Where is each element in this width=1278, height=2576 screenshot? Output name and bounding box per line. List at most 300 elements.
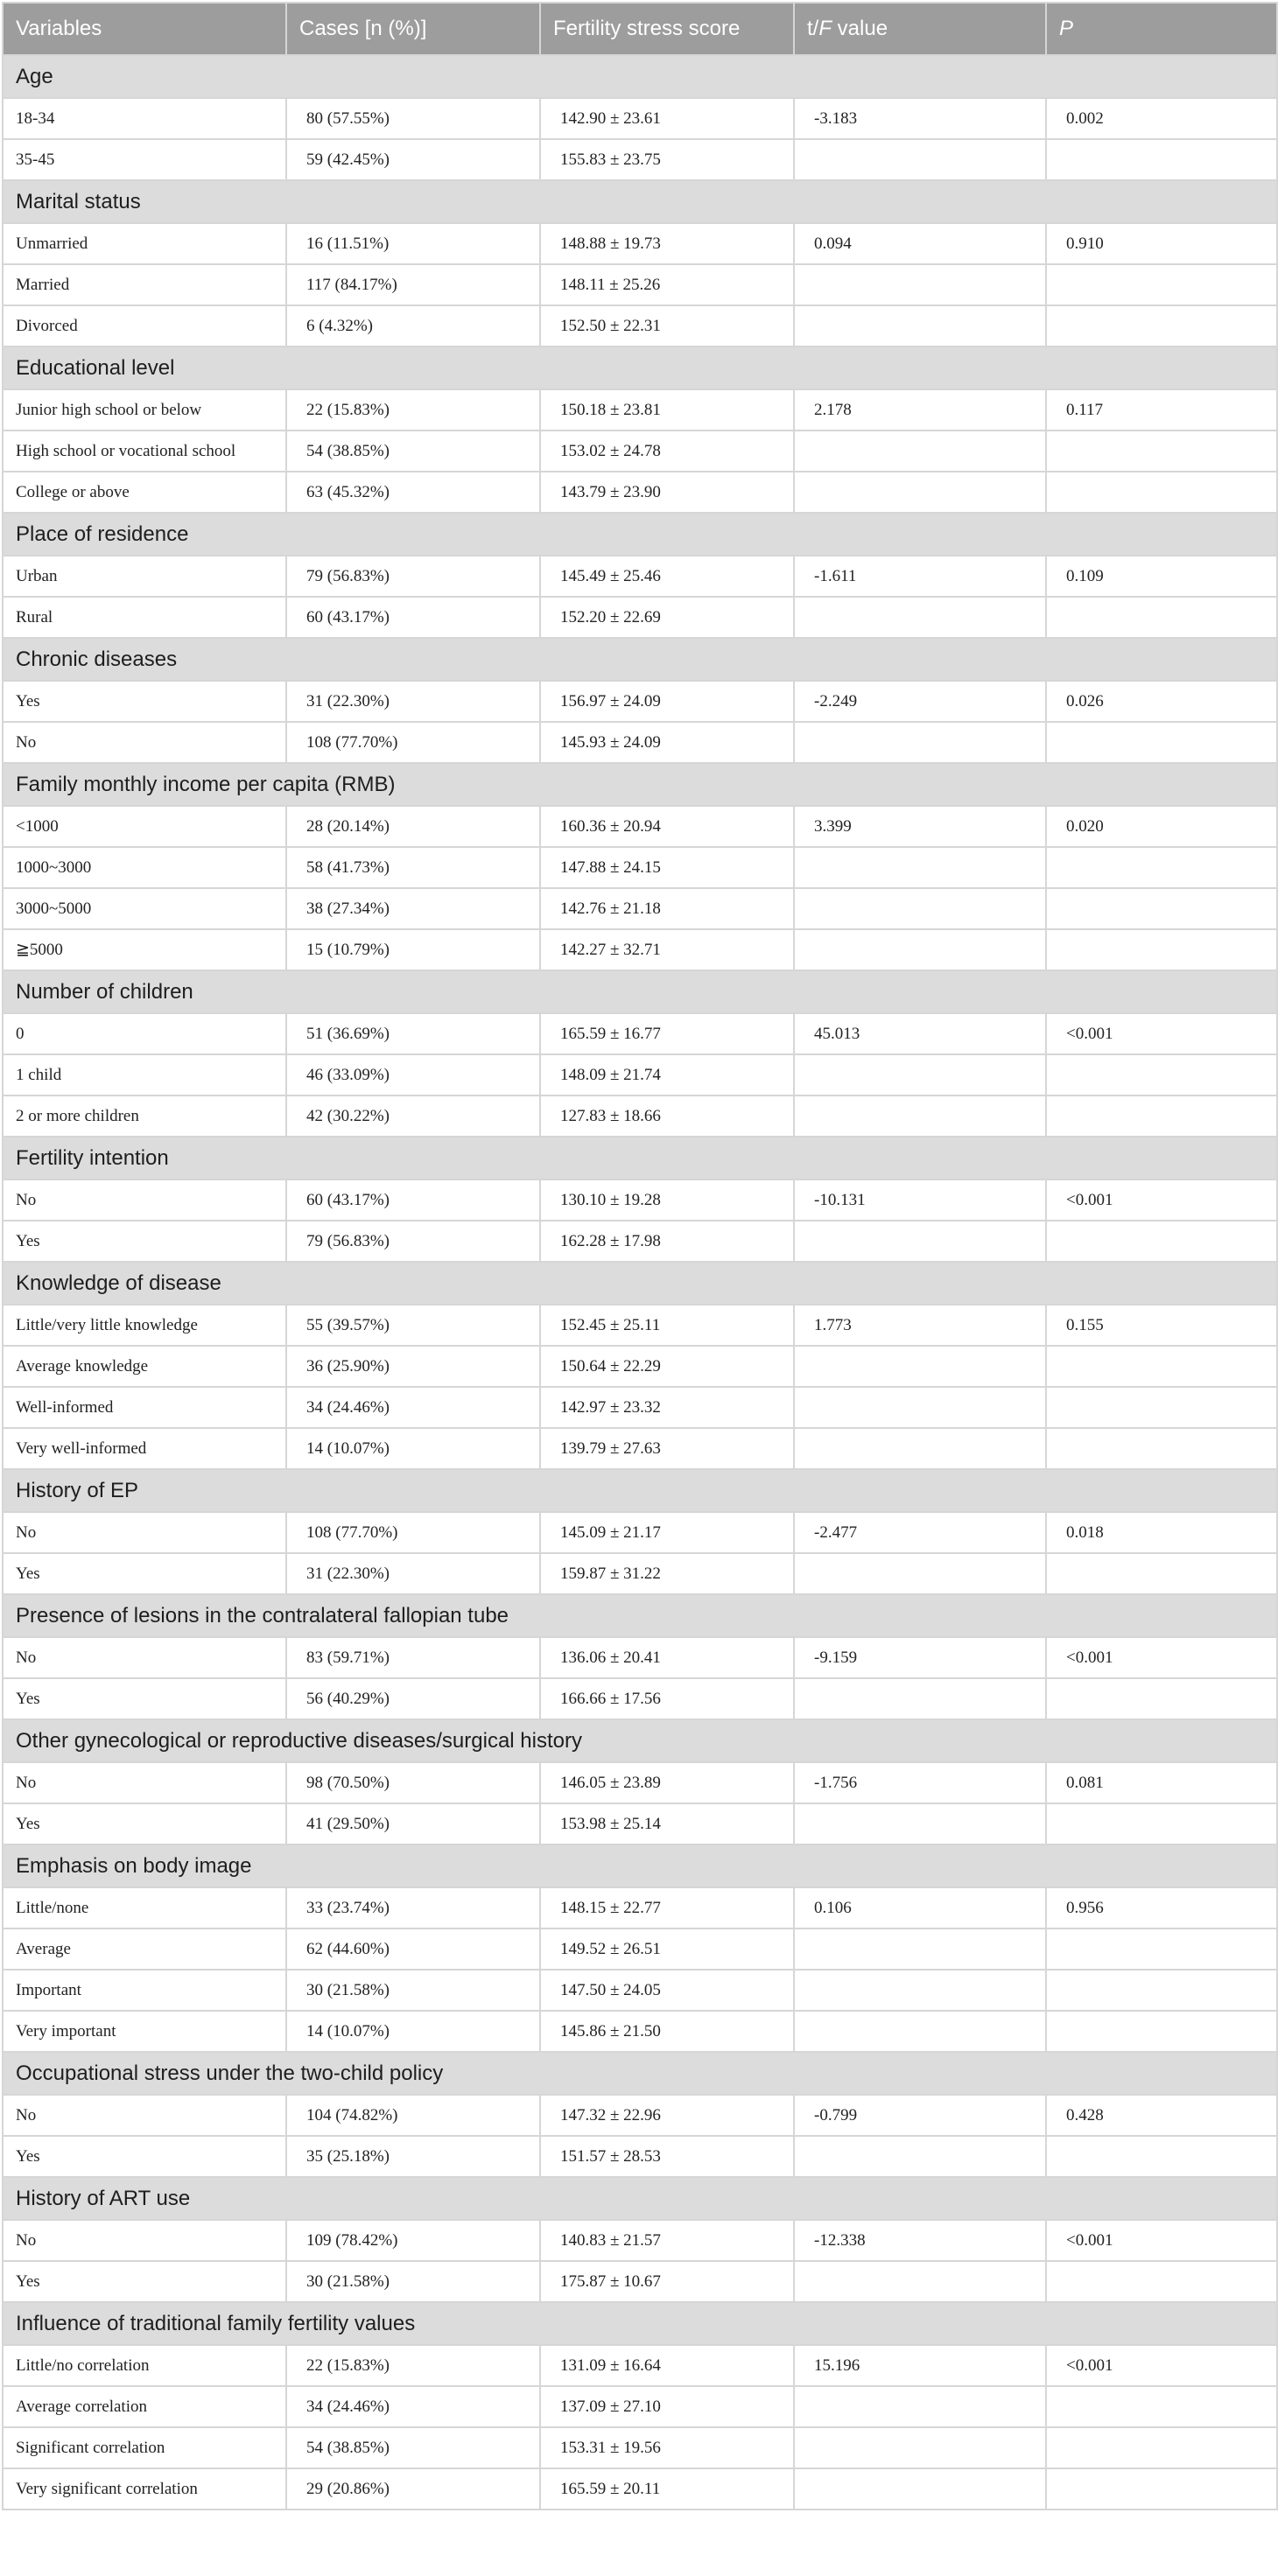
cell-variable: No	[3, 1762, 286, 1803]
cell-variable: No	[3, 1637, 286, 1678]
cell-test-value	[794, 1054, 1046, 1096]
cell-p: <0.001	[1046, 2220, 1277, 2261]
cell-score: 148.15 ± 22.77	[540, 1887, 794, 1928]
table-row	[3, 305, 1277, 346]
cell-test-value: -0.799	[794, 2095, 1046, 2136]
section-title: Influence of traditional family fertility values	[3, 2302, 1277, 2345]
cell-variable: College or above	[3, 472, 286, 513]
section-title: Age	[3, 55, 1277, 98]
cell-cases: 60 (43.17%)	[286, 1180, 540, 1221]
cell-cases: 6 (4.32%)	[286, 305, 540, 346]
cell-score: 152.20 ± 22.69	[540, 597, 794, 638]
cell-score: 166.66 ± 17.56	[540, 1678, 794, 1719]
cell-test-value: -2.477	[794, 1512, 1046, 1553]
cell-p: <0.001	[1046, 2345, 1277, 2386]
cell-variable: Yes	[3, 1221, 286, 1262]
cell-cases: 41 (29.50%)	[286, 1803, 540, 1844]
cell-test-value	[794, 2261, 1046, 2302]
cell-score: 145.93 ± 24.09	[540, 722, 794, 763]
section-title: Other gynecological or reproductive diseases/surgical history	[3, 1719, 1277, 1762]
table-row	[3, 806, 1277, 847]
cell-test-value	[794, 1928, 1046, 1970]
cell-variable: High school or vocational school	[3, 430, 286, 472]
section-title: Occupational stress under the two-child policy	[3, 2052, 1277, 2095]
table-row	[3, 1387, 1277, 1428]
table-row	[3, 1637, 1277, 1678]
cell-variable: Yes	[3, 1803, 286, 1844]
section-title: Number of children	[3, 970, 1277, 1013]
cell-test-value: -1.611	[794, 556, 1046, 597]
table-row	[3, 1428, 1277, 1469]
cell-cases: 31 (22.30%)	[286, 1553, 540, 1594]
cell-p: <0.001	[1046, 1180, 1277, 1221]
cell-cases: 80 (57.55%)	[286, 98, 540, 139]
cell-p: 0.910	[1046, 223, 1277, 264]
cell-cases: 108 (77.70%)	[286, 1512, 540, 1553]
header-test-value	[794, 3, 1046, 55]
cell-score: 160.36 ± 20.94	[540, 806, 794, 847]
cell-cases: 35 (25.18%)	[286, 2136, 540, 2177]
cell-variable: 18-34	[3, 98, 286, 139]
cell-score: 148.11 ± 25.26	[540, 264, 794, 305]
table-body	[3, 55, 1277, 2510]
table-row	[3, 1928, 1277, 1970]
cell-score: 137.09 ± 27.10	[540, 2386, 794, 2427]
cell-test-value: -9.159	[794, 1637, 1046, 1678]
section-header-row	[3, 2302, 1277, 2345]
cell-p	[1046, 1928, 1277, 1970]
cell-p	[1046, 597, 1277, 638]
cell-variable: 1 child	[3, 1054, 286, 1096]
cell-score: 142.76 ± 21.18	[540, 888, 794, 929]
table-row	[3, 681, 1277, 722]
cell-test-value	[794, 139, 1046, 180]
cell-variable: Well-informed	[3, 1387, 286, 1428]
cell-variable: Average correlation	[3, 2386, 286, 2427]
cell-cases: 79 (56.83%)	[286, 1221, 540, 1262]
cell-variable: Yes	[3, 681, 286, 722]
cell-p: 0.020	[1046, 806, 1277, 847]
cell-cases: 28 (20.14%)	[286, 806, 540, 847]
cell-score: 151.57 ± 28.53	[540, 2136, 794, 2177]
cell-score: 131.09 ± 16.64	[540, 2345, 794, 2386]
cell-test-value	[794, 847, 1046, 888]
cell-p	[1046, 2386, 1277, 2427]
cell-score: 147.88 ± 24.15	[540, 847, 794, 888]
section-header-row	[3, 1137, 1277, 1180]
header-row	[3, 3, 1277, 55]
cell-p	[1046, 430, 1277, 472]
table-row	[3, 430, 1277, 472]
cell-score: 145.09 ± 21.17	[540, 1512, 794, 1553]
section-header-row	[3, 1844, 1277, 1887]
cell-variable: 35-45	[3, 139, 286, 180]
table-row	[3, 2136, 1277, 2177]
table-row	[3, 888, 1277, 929]
cell-variable: Average	[3, 1928, 286, 1970]
cell-variable: Significant correlation	[3, 2427, 286, 2468]
cell-p	[1046, 1553, 1277, 1594]
cell-test-value	[794, 472, 1046, 513]
cell-variable: No	[3, 1512, 286, 1553]
table-row	[3, 2345, 1277, 2386]
cell-p: <0.001	[1046, 1013, 1277, 1054]
cell-test-value	[794, 722, 1046, 763]
table-row	[3, 1346, 1277, 1387]
header-test-value-suffix: value	[832, 17, 888, 40]
cell-p	[1046, 1387, 1277, 1428]
table-row	[3, 2011, 1277, 2052]
cell-score: 127.83 ± 18.66	[540, 1096, 794, 1137]
cell-p	[1046, 1346, 1277, 1387]
cell-cases: 98 (70.50%)	[286, 1762, 540, 1803]
cell-cases: 55 (39.57%)	[286, 1305, 540, 1346]
cell-cases: 54 (38.85%)	[286, 430, 540, 472]
table-row	[3, 929, 1277, 970]
cell-test-value: -2.249	[794, 681, 1046, 722]
cell-score: 155.83 ± 23.75	[540, 139, 794, 180]
cell-test-value	[794, 2011, 1046, 2052]
header-variables: Variables	[3, 3, 286, 55]
cell-variable: Yes	[3, 1678, 286, 1719]
cell-p	[1046, 1803, 1277, 1844]
cell-variable: 0	[3, 1013, 286, 1054]
cell-cases: 34 (24.46%)	[286, 2386, 540, 2427]
cell-score: 142.97 ± 23.32	[540, 1387, 794, 1428]
section-header-row	[3, 2177, 1277, 2220]
cell-test-value: 0.106	[794, 1887, 1046, 1928]
table-row	[3, 139, 1277, 180]
cell-p	[1046, 1221, 1277, 1262]
table-row	[3, 223, 1277, 264]
cell-test-value	[794, 1803, 1046, 1844]
section-header-row	[3, 970, 1277, 1013]
cell-variable: Little/very little knowledge	[3, 1305, 286, 1346]
table-row	[3, 2427, 1277, 2468]
cell-p: 0.026	[1046, 681, 1277, 722]
section-title: History of EP	[3, 1469, 1277, 1512]
cell-test-value: 1.773	[794, 1305, 1046, 1346]
cell-test-value: -12.338	[794, 2220, 1046, 2261]
cell-p: 0.117	[1046, 389, 1277, 430]
cell-variable: Yes	[3, 2136, 286, 2177]
cell-variable: <1000	[3, 806, 286, 847]
table-row	[3, 1096, 1277, 1137]
cell-score: 147.32 ± 22.96	[540, 2095, 794, 2136]
cell-p	[1046, 264, 1277, 305]
section-header-row	[3, 180, 1277, 223]
cell-score: 153.02 ± 24.78	[540, 430, 794, 472]
cell-test-value: 2.178	[794, 389, 1046, 430]
cell-test-value: 0.094	[794, 223, 1046, 264]
cell-p	[1046, 305, 1277, 346]
cell-cases: 30 (21.58%)	[286, 2261, 540, 2302]
cell-score: 152.45 ± 25.11	[540, 1305, 794, 1346]
table-row	[3, 2386, 1277, 2427]
cell-p: 0.155	[1046, 1305, 1277, 1346]
table-row	[3, 389, 1277, 430]
cell-cases: 29 (20.86%)	[286, 2468, 540, 2510]
cell-variable: No	[3, 2220, 286, 2261]
cell-variable: Little/none	[3, 1887, 286, 1928]
table-row	[3, 1054, 1277, 1096]
cell-cases: 63 (45.32%)	[286, 472, 540, 513]
cell-p	[1046, 2427, 1277, 2468]
table-row	[3, 597, 1277, 638]
cell-cases: 60 (43.17%)	[286, 597, 540, 638]
table-header	[3, 3, 1277, 55]
table-row	[3, 2095, 1277, 2136]
cell-test-value	[794, 1678, 1046, 1719]
cell-variable: Very well-informed	[3, 1428, 286, 1469]
cell-score: 149.52 ± 26.51	[540, 1928, 794, 1970]
cell-p: 0.081	[1046, 1762, 1277, 1803]
cell-test-value: 15.196	[794, 2345, 1046, 2386]
table-row	[3, 1970, 1277, 2011]
cell-cases: 117 (84.17%)	[286, 264, 540, 305]
header-fertility-stress-score: Fertility stress score	[540, 3, 794, 55]
cell-score: 142.90 ± 23.61	[540, 98, 794, 139]
section-title: Chronic diseases	[3, 638, 1277, 681]
data-table	[2, 2, 1278, 2510]
table-row	[3, 847, 1277, 888]
section-title: Fertility intention	[3, 1137, 1277, 1180]
cell-p	[1046, 139, 1277, 180]
table-row	[3, 1553, 1277, 1594]
table-row	[3, 472, 1277, 513]
cell-p: 0.002	[1046, 98, 1277, 139]
cell-test-value	[794, 1970, 1046, 2011]
cell-score: 147.50 ± 24.05	[540, 1970, 794, 2011]
cell-p	[1046, 722, 1277, 763]
cell-cases: 33 (23.74%)	[286, 1887, 540, 1928]
cell-p: 0.109	[1046, 556, 1277, 597]
cell-test-value	[794, 1387, 1046, 1428]
cell-cases: 104 (74.82%)	[286, 2095, 540, 2136]
cell-test-value: -10.131	[794, 1180, 1046, 1221]
table-row	[3, 1221, 1277, 1262]
cell-score: 142.27 ± 32.71	[540, 929, 794, 970]
section-title: History of ART use	[3, 2177, 1277, 2220]
cell-score: 148.09 ± 21.74	[540, 1054, 794, 1096]
cell-test-value: 45.013	[794, 1013, 1046, 1054]
table-row	[3, 2468, 1277, 2510]
cell-p	[1046, 2136, 1277, 2177]
cell-p: <0.001	[1046, 1637, 1277, 1678]
cell-score: 153.98 ± 25.14	[540, 1803, 794, 1844]
table-row	[3, 722, 1277, 763]
cell-variable: Yes	[3, 2261, 286, 2302]
cell-p	[1046, 1970, 1277, 2011]
cell-score: 162.28 ± 17.98	[540, 1221, 794, 1262]
table-row	[3, 2220, 1277, 2261]
cell-p	[1046, 888, 1277, 929]
cell-cases: 38 (27.34%)	[286, 888, 540, 929]
cell-test-value	[794, 430, 1046, 472]
table-row	[3, 1512, 1277, 1553]
cell-cases: 15 (10.79%)	[286, 929, 540, 970]
cell-cases: 30 (21.58%)	[286, 1970, 540, 2011]
cell-test-value	[794, 1096, 1046, 1137]
cell-p	[1046, 847, 1277, 888]
cell-score: 130.10 ± 19.28	[540, 1180, 794, 1221]
cell-score: 150.64 ± 22.29	[540, 1346, 794, 1387]
section-title: Marital status	[3, 180, 1277, 223]
section-title: Family monthly income per capita (RMB)	[3, 763, 1277, 806]
cell-test-value	[794, 2386, 1046, 2427]
cell-score: 152.50 ± 22.31	[540, 305, 794, 346]
cell-variable: Married	[3, 264, 286, 305]
cell-p	[1046, 2011, 1277, 2052]
cell-score: 143.79 ± 23.90	[540, 472, 794, 513]
cell-variable: Little/no correlation	[3, 2345, 286, 2386]
cell-cases: 14 (10.07%)	[286, 2011, 540, 2052]
cell-variable: Important	[3, 1970, 286, 2011]
cell-test-value: -1.756	[794, 1762, 1046, 1803]
table-row	[3, 1678, 1277, 1719]
cell-score: 145.49 ± 25.46	[540, 556, 794, 597]
cell-cases: 42 (30.22%)	[286, 1096, 540, 1137]
cell-cases: 51 (36.69%)	[286, 1013, 540, 1054]
table-row	[3, 264, 1277, 305]
section-title: Educational level	[3, 346, 1277, 389]
cell-variable: 3000~5000	[3, 888, 286, 929]
header-p-label: P	[1059, 17, 1074, 40]
cell-cases: 16 (11.51%)	[286, 223, 540, 264]
cell-p	[1046, 2261, 1277, 2302]
section-header-row	[3, 1719, 1277, 1762]
cell-score: 156.97 ± 24.09	[540, 681, 794, 722]
header-cases: Cases [n (%)]	[286, 3, 540, 55]
cell-variable: Divorced	[3, 305, 286, 346]
table-row	[3, 556, 1277, 597]
cell-cases: 36 (25.90%)	[286, 1346, 540, 1387]
section-header-row	[3, 1469, 1277, 1512]
cell-variable: ≧5000	[3, 929, 286, 970]
cell-cases: 59 (42.45%)	[286, 139, 540, 180]
cell-variable: Very significant correlation	[3, 2468, 286, 2510]
table-row	[3, 98, 1277, 139]
cell-variable: No	[3, 1180, 286, 1221]
cell-test-value	[794, 1346, 1046, 1387]
header-test-value-f: F	[818, 17, 832, 40]
cell-test-value	[794, 305, 1046, 346]
cell-cases: 31 (22.30%)	[286, 681, 540, 722]
cell-test-value	[794, 2468, 1046, 2510]
table-row	[3, 1803, 1277, 1844]
cell-cases: 34 (24.46%)	[286, 1387, 540, 1428]
header-test-value-prefix: t/	[807, 17, 819, 40]
cell-score: 175.87 ± 10.67	[540, 2261, 794, 2302]
cell-test-value	[794, 888, 1046, 929]
cell-cases: 22 (15.83%)	[286, 389, 540, 430]
section-header-row	[3, 638, 1277, 681]
section-header-row	[3, 1594, 1277, 1637]
cell-test-value: -3.183	[794, 98, 1046, 139]
cell-score: 153.31 ± 19.56	[540, 2427, 794, 2468]
cell-p: 0.428	[1046, 2095, 1277, 2136]
table-row	[3, 2261, 1277, 2302]
cell-variable: Average knowledge	[3, 1346, 286, 1387]
cell-test-value	[794, 2136, 1046, 2177]
cell-cases: 62 (44.60%)	[286, 1928, 540, 1970]
cell-score: 139.79 ± 27.63	[540, 1428, 794, 1469]
cell-cases: 54 (38.85%)	[286, 2427, 540, 2468]
cell-cases: 109 (78.42%)	[286, 2220, 540, 2261]
section-title: Knowledge of disease	[3, 1262, 1277, 1305]
cell-score: 159.87 ± 31.22	[540, 1553, 794, 1594]
cell-test-value	[794, 597, 1046, 638]
cell-p	[1046, 1096, 1277, 1137]
cell-test-value	[794, 929, 1046, 970]
section-header-row	[3, 55, 1277, 98]
cell-test-value	[794, 1221, 1046, 1262]
table-row	[3, 1180, 1277, 1221]
cell-p	[1046, 1054, 1277, 1096]
cell-score: 145.86 ± 21.50	[540, 2011, 794, 2052]
cell-cases: 14 (10.07%)	[286, 1428, 540, 1469]
section-title: Presence of lesions in the contralateral fallopian tube	[3, 1594, 1277, 1637]
cell-p	[1046, 929, 1277, 970]
cell-variable: 1000~3000	[3, 847, 286, 888]
cell-score: 165.59 ± 20.11	[540, 2468, 794, 2510]
section-header-row	[3, 1262, 1277, 1305]
cell-variable: Urban	[3, 556, 286, 597]
cell-cases: 22 (15.83%)	[286, 2345, 540, 2386]
cell-variable: No	[3, 722, 286, 763]
cell-score: 150.18 ± 23.81	[540, 389, 794, 430]
cell-p	[1046, 2468, 1277, 2510]
cell-p	[1046, 1428, 1277, 1469]
cell-score: 148.88 ± 19.73	[540, 223, 794, 264]
cell-variable: 2 or more children	[3, 1096, 286, 1137]
section-header-row	[3, 2052, 1277, 2095]
cell-cases: 108 (77.70%)	[286, 722, 540, 763]
cell-cases: 83 (59.71%)	[286, 1637, 540, 1678]
cell-variable: Unmarried	[3, 223, 286, 264]
cell-p	[1046, 1678, 1277, 1719]
section-header-row	[3, 763, 1277, 806]
cell-test-value: 3.399	[794, 806, 1046, 847]
cell-variable: No	[3, 2095, 286, 2136]
cell-test-value	[794, 264, 1046, 305]
cell-score: 140.83 ± 21.57	[540, 2220, 794, 2261]
cell-p: 0.956	[1046, 1887, 1277, 1928]
cell-test-value	[794, 1553, 1046, 1594]
cell-variable: Rural	[3, 597, 286, 638]
cell-score: 165.59 ± 16.77	[540, 1013, 794, 1054]
cell-test-value	[794, 1428, 1046, 1469]
cell-p: 0.018	[1046, 1512, 1277, 1553]
section-title: Emphasis on body image	[3, 1844, 1277, 1887]
table-row	[3, 1305, 1277, 1346]
cell-score: 146.05 ± 23.89	[540, 1762, 794, 1803]
section-title: Place of residence	[3, 513, 1277, 556]
cell-variable: Very important	[3, 2011, 286, 2052]
cell-variable: Junior high school or below	[3, 389, 286, 430]
table-row	[3, 1762, 1277, 1803]
cell-variable: Yes	[3, 1553, 286, 1594]
cell-cases: 58 (41.73%)	[286, 847, 540, 888]
table-row	[3, 1013, 1277, 1054]
cell-p	[1046, 472, 1277, 513]
header-p	[1046, 3, 1277, 55]
cell-cases: 46 (33.09%)	[286, 1054, 540, 1096]
cell-test-value	[794, 2427, 1046, 2468]
section-header-row	[3, 513, 1277, 556]
section-header-row	[3, 346, 1277, 389]
cell-cases: 79 (56.83%)	[286, 556, 540, 597]
